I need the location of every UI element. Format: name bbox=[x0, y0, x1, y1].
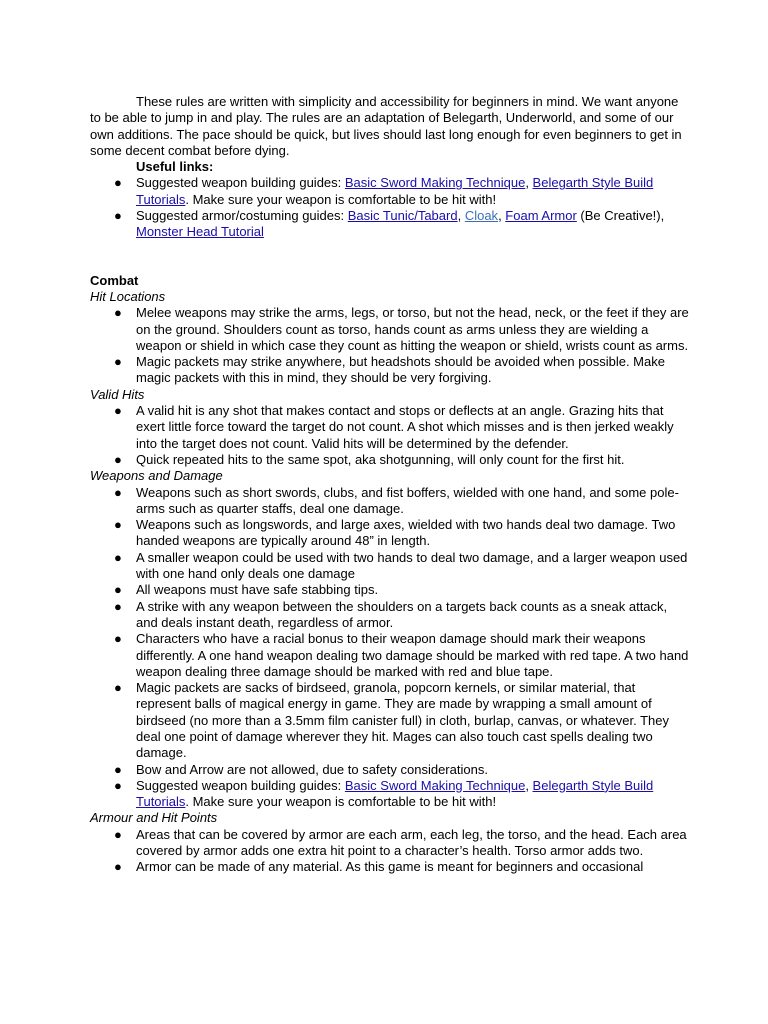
weapons-damage-list bbox=[90, 485, 690, 811]
armour-list bbox=[90, 827, 690, 876]
list-item bbox=[90, 452, 690, 468]
basic-sword-making-link[interactable]: Basic Sword Making Technique bbox=[344, 175, 526, 191]
list-item bbox=[90, 175, 690, 208]
list-item-text: Quick repeated hits to the same spot, aka shotgunning, will only count for the first hit. bbox=[136, 451, 625, 467]
list-item-text: Characters who have a racial bonus to their weapon damage should mark their weapons differently. A one hand weapon dealing two damage should be marked with red tape. A two hand weapon dealing three damage should be marked with red and blue tape. bbox=[136, 631, 689, 679]
combat-heading: Combat bbox=[90, 272, 139, 288]
list-item bbox=[90, 517, 690, 550]
bullet-icon: ● bbox=[114, 582, 122, 598]
list-item-text: Magic packets are sacks of birdseed, granola, popcorn kernels, or similar material, that represent balls of magical energy in game. They are made by wrapping a small amount of birdseed (no more than a 3.5mm film canister full) in cloth, burlap, canvas, or whatever. They deal one point of damage wherever they hit. Mages can also touch cast spells dealing two damage. bbox=[136, 680, 670, 761]
list-item bbox=[90, 582, 690, 598]
foam-armor-link[interactable]: Foam Armor bbox=[505, 208, 577, 224]
list-item bbox=[90, 550, 690, 583]
useful-links-list bbox=[90, 175, 690, 240]
separator: , bbox=[525, 777, 533, 793]
list-item-text: Weapons such as short swords, clubs, and fist boffers, wielded with one hand, and some pole-arms such as quarter staffs, deal one damage. bbox=[136, 484, 679, 516]
hit-locations-list bbox=[90, 305, 690, 386]
armor-guides-prefix: Suggested armor/costuming guides: bbox=[136, 208, 348, 224]
list-item-text: Armor can be made of any material. As this game is meant for beginners and occasional bbox=[136, 859, 644, 875]
list-item bbox=[90, 778, 690, 811]
list-item-text: A valid hit is any shot that makes contact and stops or deflects at an angle. Grazing hits that exert little force toward the target do not count. A shot which misses and is then jerked weakly into the target does not count. Valid hits will be determined by the defender. bbox=[136, 403, 674, 451]
list-item-text: Melee weapons may strike the arms, legs, or torso, but not the head, neck, or the feet if they are on the ground. Shoulders count as torso, hands count as arms unless they are wielding a weapon or shield in which case they count as hitting the weapon or shield, wrists count as arms. bbox=[136, 305, 689, 353]
bullet-icon: ● bbox=[114, 354, 122, 370]
list-item bbox=[90, 631, 690, 680]
bullet-icon: ● bbox=[114, 549, 122, 565]
bullet-icon: ● bbox=[114, 598, 122, 614]
weapon-guides-suffix: . Make sure your weapon is comfortable to be hit with! bbox=[185, 191, 497, 207]
basic-sword-making-link[interactable]: Basic Sword Making Technique bbox=[344, 777, 526, 793]
list-item bbox=[90, 859, 690, 875]
bullet-icon: ● bbox=[114, 208, 122, 224]
valid-hits-heading: Valid Hits bbox=[90, 386, 145, 402]
list-item-text: Areas that can be covered by armor are each arm, each leg, the torso, and the head. Each area covered by armor adds one extra hit point to a character’s health. Torso armor adds two. bbox=[136, 826, 687, 859]
list-item bbox=[90, 305, 690, 354]
bullet-icon: ● bbox=[114, 826, 122, 842]
list-item bbox=[90, 403, 690, 452]
monster-head-link[interactable]: Monster Head Tutorial bbox=[136, 224, 264, 240]
bullet-icon: ● bbox=[114, 451, 122, 467]
cloak-link[interactable]: Cloak bbox=[464, 208, 499, 224]
hit-locations-heading: Hit Locations bbox=[90, 288, 166, 304]
belegarth-tutorials-link[interactable]: Belegarth Style Build Tutorials bbox=[136, 777, 654, 810]
armor-guides-mid: (Be Creative!), bbox=[576, 208, 665, 224]
list-item bbox=[90, 354, 690, 387]
separator: , bbox=[525, 175, 533, 191]
separator: , bbox=[498, 208, 506, 224]
list-item-text: A smaller weapon could be used with two hands to deal two damage, and a larger weapon used with one hand only deals one damage bbox=[136, 549, 688, 582]
bullet-icon: ● bbox=[114, 761, 122, 777]
basic-tunic-link[interactable]: Basic Tunic/Tabard bbox=[347, 208, 458, 224]
list-item bbox=[90, 680, 690, 761]
bullet-icon: ● bbox=[114, 631, 122, 647]
weapon-guides-suffix: . Make sure your weapon is comfortable to be hit with! bbox=[185, 794, 497, 810]
separator: , bbox=[457, 208, 465, 224]
list-item bbox=[90, 762, 690, 778]
document-page bbox=[90, 94, 690, 876]
list-item-text: Magic packets may strike anywhere, but headshots should be avoided when possible. Make magic packets with this in mind, they should be very forgiving. bbox=[136, 354, 665, 386]
bullet-icon: ● bbox=[114, 403, 122, 419]
belegarth-tutorials-link[interactable]: Belegarth Style Build Tutorials bbox=[136, 175, 654, 207]
bullet-icon: ● bbox=[114, 305, 122, 321]
list-item bbox=[90, 208, 690, 241]
list-item-text: A strike with any weapon between the shoulders on a targets back counts as a sneak attack, and deals instant death, regardless of armor. bbox=[136, 598, 668, 630]
list-item-text: Weapons such as longswords, and large axes, wielded with two hands deal two damage. Two handed weapons are typically around 48” in length. bbox=[136, 517, 676, 549]
list-item bbox=[90, 485, 690, 518]
bullet-icon: ● bbox=[114, 680, 122, 696]
useful-links-heading: Useful links: bbox=[136, 159, 214, 175]
weapon-guides-prefix: Suggested weapon building guides: bbox=[136, 777, 345, 793]
list-item bbox=[90, 827, 690, 860]
intro-paragraph: These rules are written with simplicity and accessibility for beginners in mind. We want anyone to be able to jump in and play. The rules are an adaptation of Belegarth, Underworld, and some of our own additions. The pace should be quick, but lives should last long enough for even beginners to get in some decent combat before dying. bbox=[90, 94, 682, 158]
bullet-icon: ● bbox=[114, 517, 122, 533]
bullet-icon: ● bbox=[114, 777, 122, 793]
list-item-text: All weapons must have safe stabbing tips. bbox=[136, 582, 379, 598]
list-item bbox=[90, 599, 690, 632]
valid-hits-list bbox=[90, 403, 690, 468]
weapons-damage-heading: Weapons and Damage bbox=[90, 468, 223, 484]
bullet-icon: ● bbox=[114, 484, 122, 500]
armour-heading: Armour and Hit Points bbox=[90, 810, 218, 826]
list-item-text: Bow and Arrow are not allowed, due to safety considerations. bbox=[136, 761, 488, 777]
section-gap bbox=[90, 241, 690, 273]
bullet-icon: ● bbox=[114, 175, 122, 191]
weapon-guides-prefix: Suggested weapon building guides: bbox=[136, 175, 345, 191]
bullet-icon: ● bbox=[114, 859, 122, 875]
